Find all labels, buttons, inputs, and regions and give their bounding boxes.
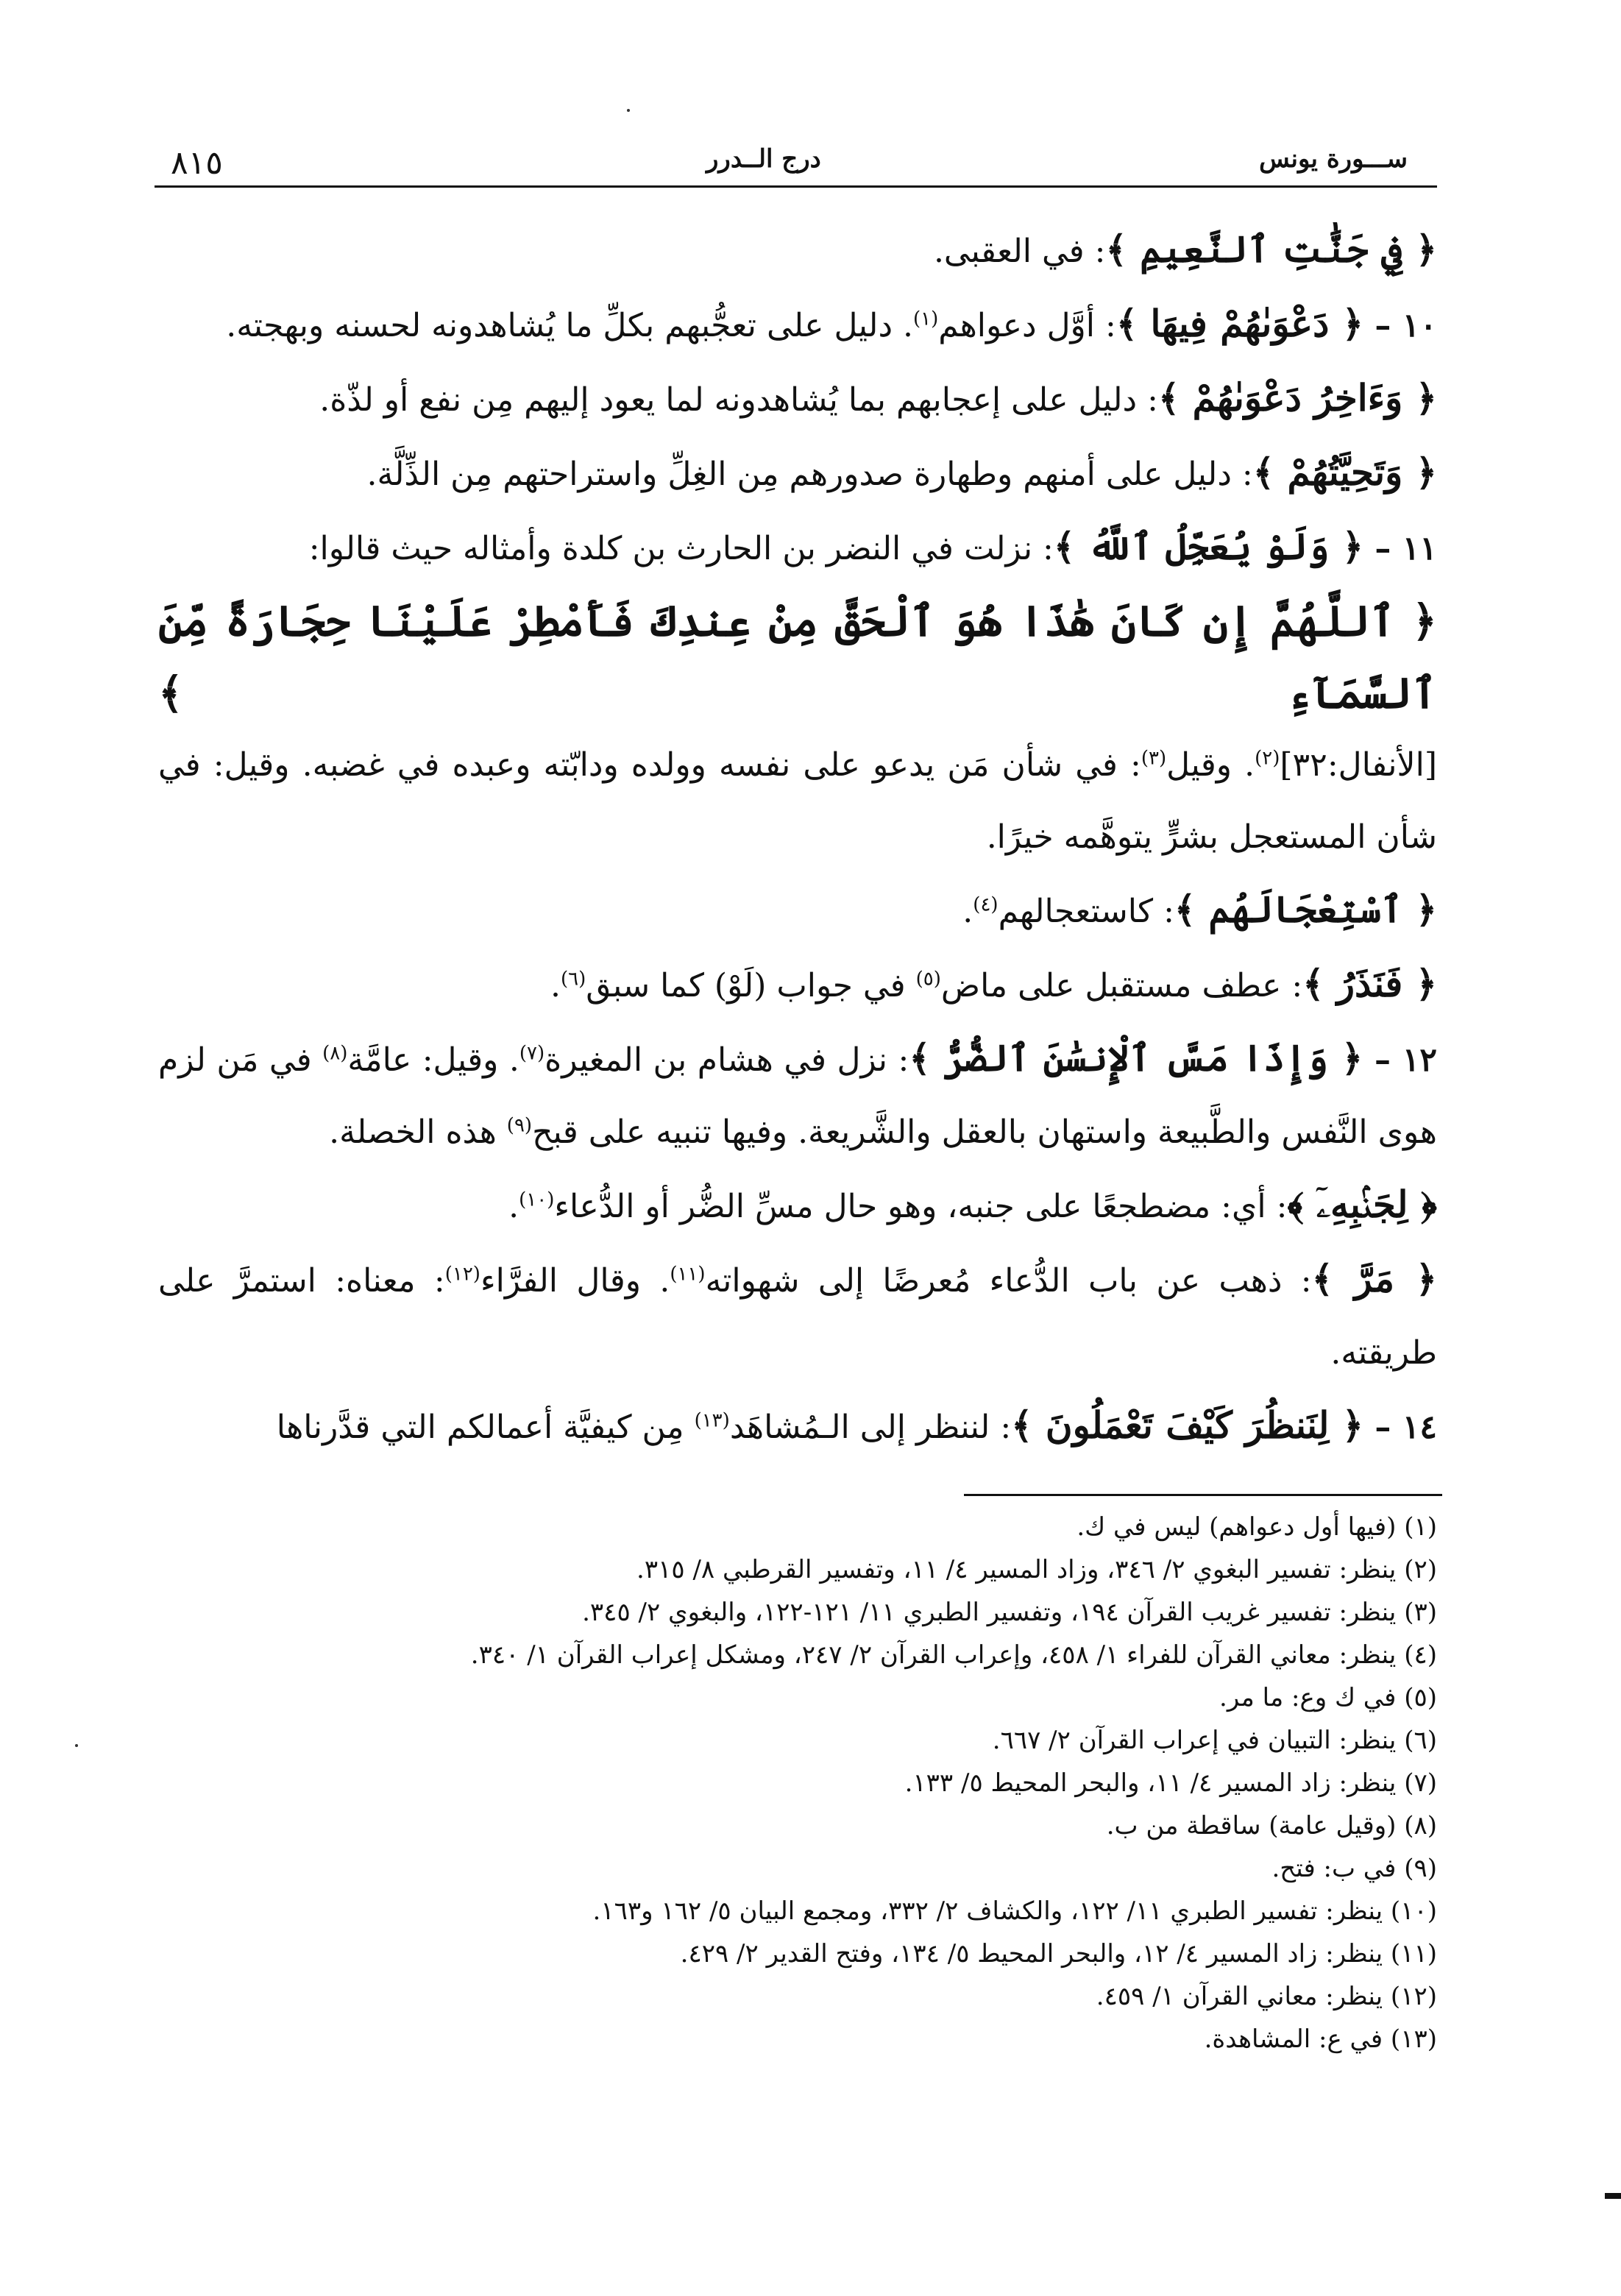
commentary: : نزل في هشام بن المغيرة [545,1041,909,1079]
quran-phrase: ﴿ فَنَذَرُ ﴾ [1302,962,1437,1005]
page-number: ٨١٥ [171,144,223,182]
footnote-ref[interactable]: (١٣) [694,1409,730,1432]
footnote: (٦) ينظر: التبيان في إعراب القرآن ٢/ ٦٦٧. [992,1726,1437,1755]
footnote: (٣) ينظر: تفسير غريب القرآن ١٩٤، وتفسير الطبري ١١/ ١٢١-١٢٢، والبغوي ٢/ ٣٤٥. [582,1598,1437,1627]
paragraph [158,729,1437,874]
quran-phrase: ﴿ لِجَنۢبِهِۦٓ ﴾ [1287,1183,1437,1226]
commentary: : دليل على أمنهم وطهارة صدورهم مِن الغِلِّ واستراحتهم مِن الذِّلَّة. [366,456,1253,493]
footnote: (١١) ينظر: زاد المسير ٤/ ١٢، والبحر المحيط ٥/ ١٣٤، وفتح القدير ٢/ ٤٢٩. [680,1939,1437,1969]
quran-phrase: ﴿ دَعْوَىٰهُمْ فِيهَا ﴾ [1115,302,1364,345]
footnote-ref[interactable]: (١٠) [519,1188,555,1211]
footnote: (١٠) ينظر: تفسير الطبري ١١/ ١٢٢، والكشاف ٢/ ٣٣٢، ومجمع البيان ٥/ ١٦٢ و١٦٣. [592,1896,1437,1926]
commentary: : نزلت في النضر بن الحارث بن كلدة وأمثاله حيث قالوا: [308,530,1054,567]
quran-phrase: ﴿ لِنَنظُرَ كَيْفَ تَعْمَلُونَ ﴾ [1011,1403,1364,1447]
main-text [158,213,1437,1464]
footnote-ref[interactable]: (٥) [915,968,941,991]
header-rule [155,185,1437,188]
commentary: : لننظر إلى الـمُشاهَد [729,1409,1012,1446]
verse-citation: [الأنفال:٣٢] [1280,746,1437,784]
paragraph [158,288,1437,362]
paragraph [158,1169,1437,1243]
footnote-ref[interactable]: (٧) [519,1042,545,1065]
footnote: (٩) في ب: فتح. [1271,1854,1437,1883]
paragraph [158,1022,1437,1169]
surah-title: ســـورة يونس [1259,144,1408,174]
footnote-ref[interactable]: (٣) [1141,747,1167,770]
commentary: مِن كيفيَّة أعمالكم التي قدَّرناها [276,1409,695,1446]
paragraph [158,1243,1437,1389]
commentary: : في شأن مَن يدعو على نفسه وولده ودابّته وعبده في غضبه. وقيل: في شأن المستعجل بشرٍّ يتوهَّمه خيرًا. [158,746,1437,856]
commentary: . دليل على تعجُّبهم بكلِّ ما يُشاهدونه لحسنه وبهجته. [226,307,914,344]
commentary: . [962,893,973,930]
commentary: . [508,1188,519,1225]
quran-phrase: ﴿ ٱسْتِعْجَالَهُم ﴾ [1174,887,1437,931]
commentary: في مَن لزم هوى النَّفس والطَّبيعة واستهان بالعقل والشَّريعة. وفيها تنبيه على قبح [158,1041,1437,1151]
quran-phrase: ﴿ وَءَاخِرُ دَعْوَىٰهُمْ ﴾ [1157,376,1437,419]
footnote-ref[interactable]: (٨) [322,1042,348,1065]
commentary: في جواب (لَوْ) كما سبق [586,967,916,1005]
footnote: (١) (فيها أول دعواهم) ليس في ك. [1076,1512,1437,1542]
commentary: : ذهب عن باب الدُّعاء مُعرضًا إلى شهواته [705,1262,1312,1300]
commentary: : كاستعجالهم [998,893,1174,930]
commentary: : أي: مضطجعًا على جنبه، وهو حال مسِّ الضُّر أو الدُّعاء [554,1188,1288,1225]
book-title: درج الــدرر [706,144,821,174]
paragraph [158,362,1437,436]
commentary: : في العقبى. [933,233,1106,270]
scan-speck [75,1744,78,1747]
paragraph [158,436,1437,511]
footnote-separator [964,1494,1442,1496]
footnote-ref[interactable]: (٤) [973,893,999,916]
verse-number: ١١ – [1363,530,1437,567]
footnotes [243,1506,1437,2061]
footnote-ref[interactable]: (١٢) [444,1263,480,1286]
quran-phrase: ﴿ مَرَّ ﴾ [1311,1257,1438,1300]
commentary: : دليل على إعجابهم بما يُشاهدونه لما يعود إليهم مِن نفع أو لذّة. [319,381,1158,419]
verse-number: ١٢ – [1363,1041,1438,1079]
paragraph [158,213,1437,288]
quran-phrase: ﴿ وَتَحِيَّتُهُمْ ﴾ [1252,450,1437,494]
scan-speck [627,109,630,112]
footnote-ref[interactable]: (٩) [506,1114,533,1137]
commentary: هذه الخصلة. [329,1113,507,1151]
footnote: (٥) في ك وع: ما مر. [1219,1683,1437,1712]
commentary: . [550,967,561,1005]
footnote: (١٢) ينظر: معاني القرآن ١/ ٤٥٩. [1096,1982,1437,2011]
commentary: : أوَّل دعواهم [938,307,1116,344]
paragraph [158,948,1437,1022]
commentary: . وقيل [1166,746,1255,784]
footnote-ref[interactable]: (٦) [561,968,586,991]
footnote: (٢) ينظر: تفسير البغوي ٢/ ٣٤٦، وزاد المسير ٤/ ١١، وتفسير القرطبي ٨/ ٣١٥. [636,1555,1437,1584]
footnote: (٨) (وقيل عامة) ساقطة من ب. [1106,1811,1437,1840]
commentary: : معناه: استمرَّ على طريقته. [158,1262,1437,1372]
commentary: : عطف مستقبل على ماض [940,967,1303,1005]
footnote: (١٣) في ع: المشاهدة. [1204,2024,1437,2054]
paragraph [158,511,1437,585]
footnote-ref[interactable]: (١١) [670,1263,706,1286]
footnote: (٧) ينظر: زاد المسير ٤/ ١١، والبحر المحيط ٥/ ١٣٣. [904,1768,1437,1798]
verse-number: ١٠ – [1363,307,1437,344]
commentary: . وقال الفرَّاء [480,1262,670,1300]
paragraph [158,1389,1437,1464]
footnote-ref[interactable]: (١) [913,308,939,330]
footnote: (٤) ينظر: معاني القرآن للفراء ١/ ٤٥٨، وإعراب القرآن ٢/ ٢٤٧، ومشكل إعراب القرآن ١/ ٣٤٠. [470,1640,1437,1670]
paragraph [158,874,1437,948]
commentary: . وقيل: عامَّة [347,1041,519,1079]
quran-phrase: ﴿ وَلَوْ يُعَجِّلُ ٱللَّهُ ﴾ [1053,525,1364,568]
quran-phrase: ﴿ فِي جَنَّٰتِ ٱلنَّعِيمِ ﴾ [1105,227,1437,271]
verse-number: ١٤ – [1363,1409,1437,1446]
margin-mark [1605,2193,1621,2199]
quran-phrase: ﴿ وَإِذَا مَسَّ ٱلْإِنسَٰنَ ٱلضُّرُّ ﴾ [909,1036,1363,1080]
footnote-ref[interactable]: (٢) [1255,747,1280,770]
quoted-verse: ﴿ ٱللَّهُمَّ إِن كَانَ هَٰذَا هُوَ ٱلْحَقَّ مِنْ عِندِكَ فَأَمْطِرْ عَلَيْنَا حِجَارَةً مِّنَ ٱلسَّمَآءِ ﴾ [158,596,1437,718]
